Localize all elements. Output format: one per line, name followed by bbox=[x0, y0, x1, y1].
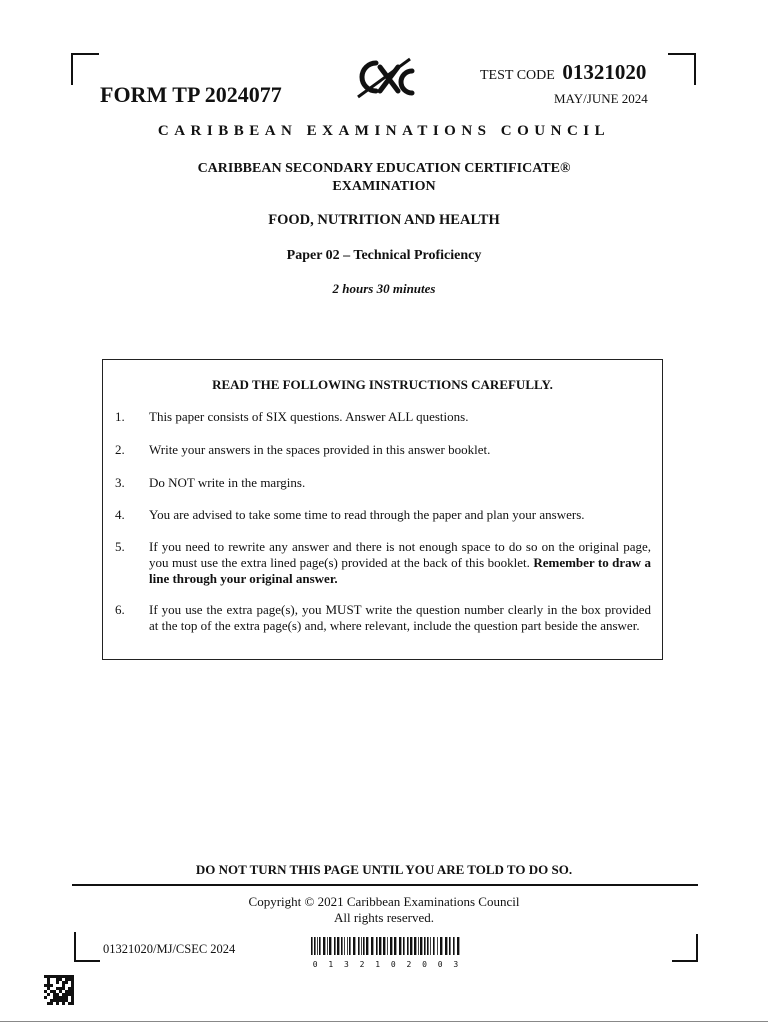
instruction-number: 6. bbox=[115, 602, 125, 617]
instruction-text bbox=[149, 539, 651, 587]
do-not-turn-warning: DO NOT TURN THIS PAGE UNTIL YOU ARE TOLD TO DO SO. bbox=[195, 862, 573, 877]
cxc-logo-icon bbox=[350, 53, 420, 103]
copyright-line-2: All rights reserved. bbox=[333, 910, 434, 925]
test-code-label: TEST CODE bbox=[480, 68, 555, 83]
datamatrix-code-icon bbox=[44, 975, 74, 1005]
instruction-number: 3. bbox=[115, 475, 125, 490]
certificate-line-2: EXAMINATION bbox=[332, 179, 436, 194]
exam-duration: 2 hours 30 minutes bbox=[332, 281, 436, 296]
instruction-text-plain: If you need to rewrite any answer and there is not enough space to do so on the original page, you must use the extra lined page(s) provided at the back of this booklet. bbox=[149, 539, 651, 570]
instruction-text: If you use the extra page(s), you MUST write the question number clearly in the box provided at the top of the extra page(s) and, where relevant, include the question part beside the answer. bbox=[149, 602, 651, 633]
instruction-number: 1. bbox=[115, 409, 125, 424]
instruction-text-bold: Remember to draw a line through your original answer. bbox=[149, 555, 651, 586]
corner-mark-bottom-right bbox=[672, 934, 698, 962]
barcode bbox=[311, 937, 463, 969]
instruction-text: This paper consists of SIX questions. Answer ALL questions. bbox=[149, 409, 469, 424]
instruction-number: 2. bbox=[115, 442, 125, 457]
test-code-value: 01321020 bbox=[562, 60, 647, 84]
form-code: FORM TP 2024077 bbox=[100, 82, 282, 107]
copyright-line-1: Copyright © 2021 Caribbean Examinations Council bbox=[248, 894, 520, 909]
corner-mark-bottom-left bbox=[74, 932, 100, 962]
corner-mark-top-left bbox=[71, 53, 99, 85]
paper-title: Paper 02 – Technical Proficiency bbox=[286, 248, 482, 263]
instructions-heading: READ THE FOLLOWING INSTRUCTIONS CAREFULLY. bbox=[212, 377, 553, 392]
corner-mark-top-right bbox=[668, 53, 696, 85]
barcode-digits: 0 1 3 2 1 0 2 0 0 3 bbox=[312, 960, 462, 969]
certificate-line-1: CARIBBEAN SECONDARY EDUCATION CERTIFICATE® bbox=[197, 161, 571, 176]
subject-title: FOOD, NUTRITION AND HEALTH bbox=[268, 212, 500, 228]
page-bottom-edge bbox=[0, 1021, 768, 1022]
instructions-box bbox=[102, 359, 663, 660]
instruction-text: You are advised to take some time to read through the paper and plan your answers. bbox=[149, 507, 585, 522]
footer-divider bbox=[72, 884, 698, 886]
booklet-code: 01321020/MJ/CSEC 2024 bbox=[103, 942, 236, 956]
instruction-text: Do NOT write in the margins. bbox=[149, 475, 306, 490]
copyright-notice bbox=[0, 894, 768, 926]
instruction-text: Write your answers in the spaces provided in this answer booklet. bbox=[149, 442, 491, 457]
instruction-number: 4. bbox=[115, 507, 125, 522]
certificate-title bbox=[0, 160, 768, 196]
exam-session: MAY/JUNE 2024 bbox=[554, 91, 648, 106]
council-name: CARIBBEAN EXAMINATIONS COUNCIL bbox=[157, 123, 611, 139]
test-code bbox=[480, 60, 646, 85]
barcode-icon bbox=[311, 937, 463, 955]
instruction-number: 5. bbox=[115, 539, 125, 554]
